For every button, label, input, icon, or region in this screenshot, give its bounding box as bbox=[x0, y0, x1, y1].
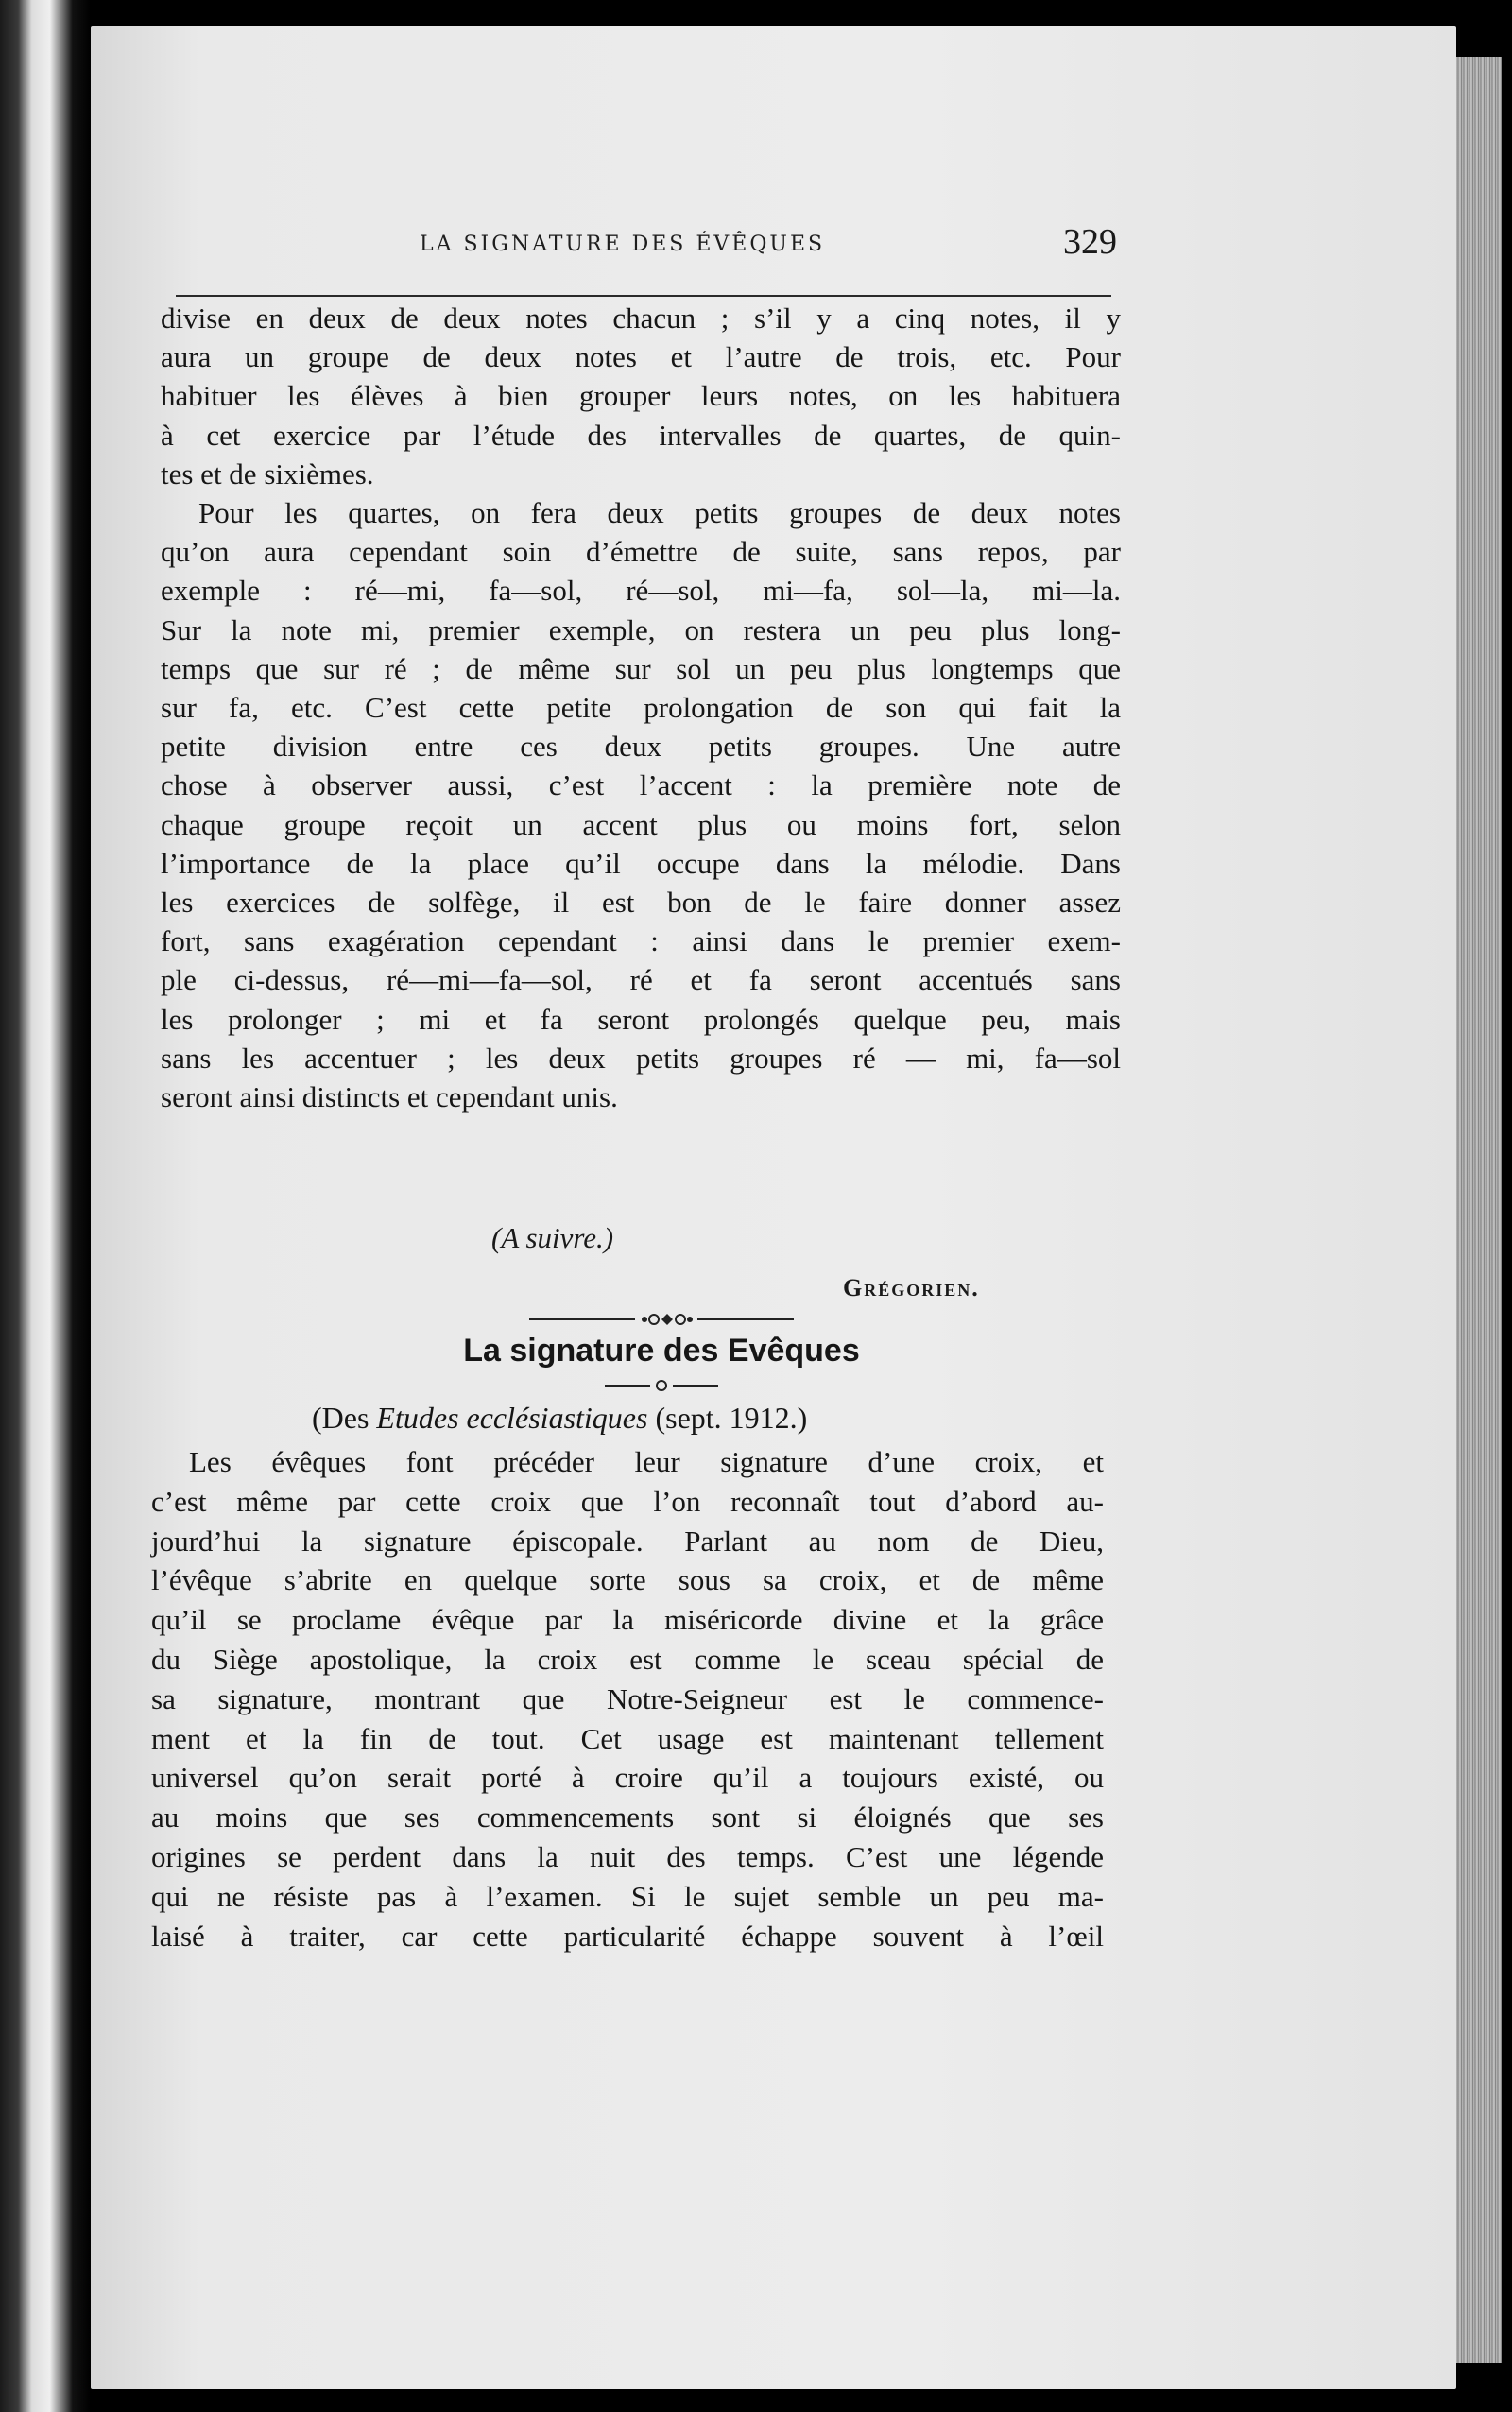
source-date: (sept. 1912.) bbox=[647, 1401, 808, 1435]
text-line: chaque groupe reçoit un accent plus ou moins fort, selon bbox=[161, 807, 1121, 841]
text-line: seront ainsi distincts et cependant unis. bbox=[161, 1080, 618, 1114]
running-head: LA SIGNATURE DES ÉVÊQUES bbox=[420, 233, 826, 256]
header-rule bbox=[176, 295, 1111, 297]
source-prefix: (Des bbox=[312, 1401, 377, 1435]
text-line: c’est même par cette croix que l’on reconnaît tout d’abord au- bbox=[151, 1484, 1104, 1518]
text-line: temps que sur ré ; de même sur sol un peu plus longtemps que bbox=[161, 651, 1121, 685]
text-line: habituer les élèves à bien grouper leurs notes, on les habituera bbox=[161, 379, 1121, 413]
text-line: Pour les quartes, on fera deux petits groupes de deux notes bbox=[198, 496, 1121, 530]
text-line: petite division entre ces deux petits groupes. Une autre bbox=[161, 730, 1121, 764]
ornament-divider bbox=[529, 1310, 794, 1329]
text-line: fort, sans exagération cependant : ainsi dans le premier exem- bbox=[161, 924, 1121, 958]
text-line: universel qu’on serait porté à croire qu’il a toujours existé, ou bbox=[151, 1761, 1104, 1795]
text-line: tes et de sixièmes. bbox=[161, 457, 374, 491]
previous-page-edge bbox=[0, 0, 91, 2412]
right-margin bbox=[1502, 0, 1512, 2412]
text-line: au moins que ses commencements sont si éloignés que ses bbox=[151, 1800, 1104, 1835]
text-line: qui ne résiste pas à l’examen. Si le sujet semble un peu ma- bbox=[151, 1879, 1104, 1913]
text-line: origines se perdent dans la nuit des temps. C’est une légende bbox=[151, 1839, 1104, 1873]
author-signature: Grégorien. bbox=[843, 1274, 980, 1301]
text-line: chose à observer aussi, c’est l’accent : la première note de bbox=[161, 768, 1121, 802]
text-line: ment et la fin de tout. Cet usage est maintenant tellement bbox=[151, 1721, 1104, 1755]
text-line: les prolonger ; mi et fa seront prolongés quelque peu, mais bbox=[161, 1002, 1121, 1036]
text-line: divise en deux de deux notes chacun ; s’il y a cinq notes, il y bbox=[161, 302, 1121, 335]
text-line: du Siège apostolique, la croix est comme le sceau spécial de bbox=[151, 1642, 1104, 1676]
text-line: qu’il se proclame évêque par la miséricorde divine et la grâce bbox=[151, 1603, 1104, 1637]
text-line: les exercices de solfège, il est bon de le faire donner assez bbox=[161, 886, 1121, 920]
text-line: ple ci-dessus, ré—mi—fa—sol, ré et fa seront accentués sans bbox=[161, 963, 1121, 997]
text-line: sa signature, montrant que Notre-Seigneur est le commence- bbox=[151, 1681, 1104, 1715]
page-stack-edges bbox=[1456, 57, 1502, 2363]
text-line: laisé à traiter, car cette particularité échappe souvent à l’œil bbox=[151, 1919, 1104, 1953]
text-line: qu’on aura cependant soin d’émettre de suite, sans repos, par bbox=[161, 535, 1121, 569]
article-body bbox=[151, 1442, 1104, 1955]
text-line: Sur la note mi, premier exemple, on restera un peu plus long- bbox=[161, 612, 1121, 646]
text-line: l’importance de la place qu’il occupe dans la mélodie. Dans bbox=[161, 846, 1121, 880]
text-line: exemple : ré—mi, fa—sol, ré—sol, mi—fa, sol—la, mi—la. bbox=[161, 574, 1121, 608]
section-1-body bbox=[161, 299, 1121, 1116]
article-source bbox=[312, 1401, 807, 1436]
page-header bbox=[176, 222, 1117, 278]
source-journal: Etudes ecclésiastiques bbox=[376, 1401, 648, 1435]
text-line: l’évêque s’abrite en quelque sorte sous sa croix, et de même bbox=[151, 1563, 1104, 1597]
article-title: La signature des Evêques bbox=[463, 1333, 860, 1369]
title-separator bbox=[567, 1376, 756, 1395]
text-line: Les évêques font précéder leur signature d’une croix, et bbox=[189, 1445, 1104, 1478]
text-line: aura un groupe de deux notes et l’autre de trois, etc. Pour bbox=[161, 340, 1121, 374]
text-line: jourd’hui la signature épiscopale. Parlant au nom de Dieu, bbox=[151, 1524, 1104, 1558]
text-line: sans les accentuer ; les deux petits groupes ré — mi, fa—sol bbox=[161, 1041, 1121, 1075]
page-number: 329 bbox=[1063, 222, 1117, 262]
to-be-continued: (A suivre.) bbox=[491, 1221, 614, 1254]
text-line: sur fa, etc. C’est cette petite prolongation de son qui fait la bbox=[161, 691, 1121, 725]
text-line: à cet exercice par l’étude des intervalles de quartes, de quin- bbox=[161, 418, 1121, 452]
